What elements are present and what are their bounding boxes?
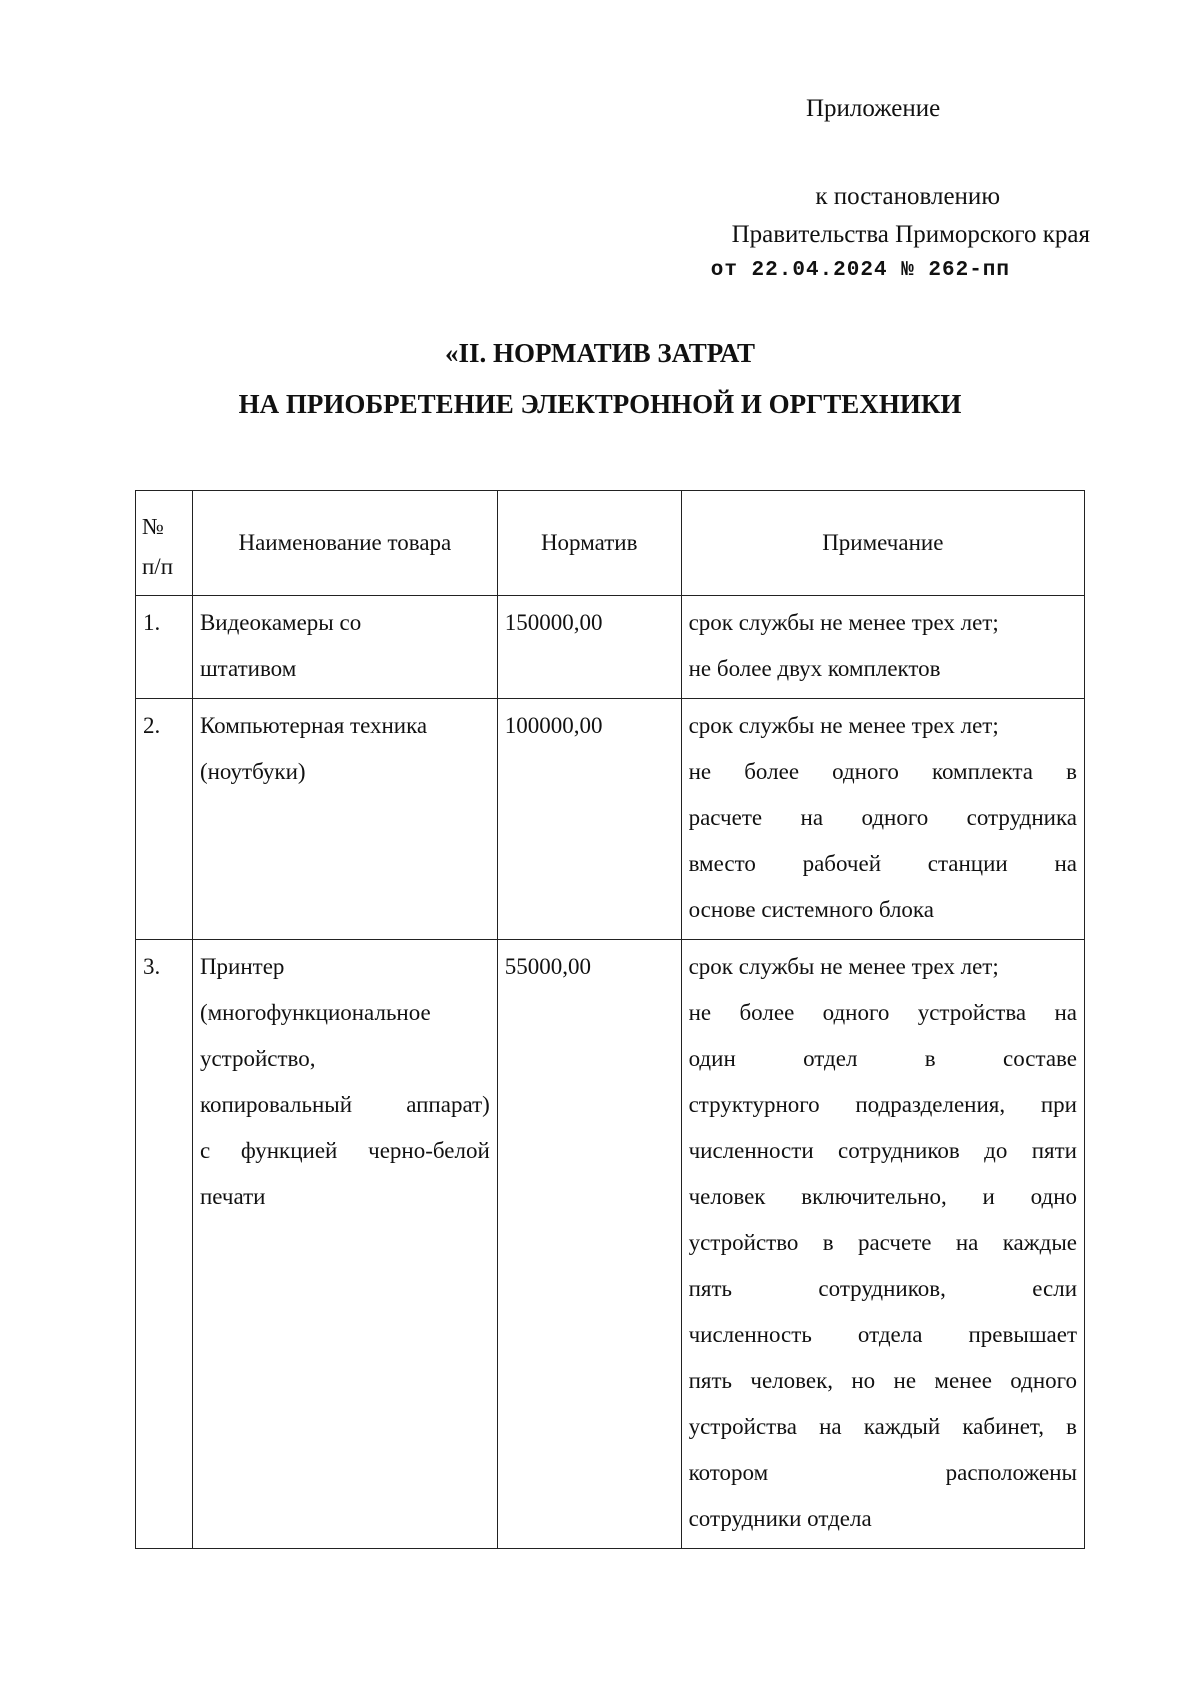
product-name bbox=[192, 940, 497, 1549]
column-header-name: Наименование товара bbox=[192, 491, 497, 596]
note-line: пять человек, но не менее одного bbox=[688, 1368, 1077, 1393]
note-line: не более одного устройства на bbox=[688, 1000, 1077, 1025]
note-line: человек включительно, и одно bbox=[688, 1184, 1077, 1209]
product-name-line: штативом bbox=[199, 656, 297, 681]
table-header-row bbox=[136, 491, 1085, 596]
row-number: 1. bbox=[136, 596, 193, 699]
column-header-number bbox=[136, 491, 193, 596]
note-line: устройство в расчете на каждые bbox=[688, 1230, 1077, 1255]
note-line: срок службы не менее трех лет; bbox=[688, 713, 999, 738]
norms-table bbox=[135, 490, 1085, 1549]
section-title-line-1: «II. НОРМАТИВ ЗАТРАТ bbox=[445, 338, 755, 368]
note-line: вместо рабочей станции на bbox=[688, 851, 1077, 876]
note-line: не более одного комплекта в bbox=[688, 759, 1077, 784]
note-line: численность отдела превышает bbox=[688, 1322, 1077, 1347]
note-line: расчете на одного сотрудника bbox=[688, 805, 1077, 830]
norm-value: 150000,00 bbox=[497, 596, 681, 699]
decree-date-number: от 22.04.2024 № 262-пп bbox=[710, 259, 1010, 282]
appendix-label: Приложение bbox=[806, 95, 941, 122]
product-name bbox=[192, 699, 497, 940]
table-row bbox=[136, 596, 1085, 699]
note-cell bbox=[681, 940, 1084, 1549]
row-number: 3. bbox=[136, 940, 193, 1549]
product-name-line: Компьютерная техника bbox=[199, 713, 428, 738]
product-name bbox=[192, 596, 497, 699]
note-cell bbox=[681, 699, 1084, 940]
note-line: структурного подразделения, при bbox=[688, 1092, 1077, 1117]
note-line: численности сотрудников до пяти bbox=[688, 1138, 1077, 1163]
decree-line-2: Правительства Приморского края bbox=[731, 221, 1090, 248]
decree-reference bbox=[711, 178, 1090, 290]
product-name-line: Принтер bbox=[199, 954, 285, 979]
table-row bbox=[136, 940, 1085, 1549]
table-row bbox=[136, 699, 1085, 940]
note-line: один отдел в составе bbox=[688, 1046, 1077, 1071]
product-name-line: устройство, bbox=[199, 1046, 316, 1071]
note-line: котором расположены bbox=[688, 1460, 1077, 1485]
product-name-line: (многофункциональное bbox=[199, 1000, 431, 1025]
product-name-line: (ноутбуки) bbox=[199, 759, 306, 784]
column-header-number-line1: № bbox=[142, 514, 164, 539]
column-header-note: Примечание bbox=[681, 491, 1084, 596]
note-cell bbox=[681, 596, 1084, 699]
section-title-line-2: НА ПРИОБРЕТЕНИЕ ЭЛЕКТРОННОЙ И ОРГТЕХНИКИ bbox=[238, 389, 962, 419]
note-line: пять сотрудников, если bbox=[688, 1276, 1077, 1301]
decree-line-1: к постановлению bbox=[815, 183, 1000, 210]
column-header-norm: Норматив bbox=[497, 491, 681, 596]
note-line: срок службы не менее трех лет; bbox=[688, 954, 999, 979]
product-name-line: Видеокамеры со bbox=[199, 610, 362, 635]
note-line: сотрудники отдела bbox=[688, 1506, 872, 1531]
note-line: срок службы не менее трех лет; bbox=[688, 610, 999, 635]
row-number: 2. bbox=[136, 699, 193, 940]
product-name-line: с функцией черно-белой bbox=[199, 1138, 490, 1163]
note-line: устройства на каждый кабинет, в bbox=[688, 1414, 1077, 1439]
norm-value: 100000,00 bbox=[497, 699, 681, 940]
product-name-line: копировальный аппарат) bbox=[199, 1092, 490, 1117]
column-header-number-line2: п/п bbox=[142, 554, 174, 579]
product-name-line: печати bbox=[199, 1184, 266, 1209]
norm-value: 55000,00 bbox=[497, 940, 681, 1549]
note-line: основе системного блока bbox=[688, 897, 934, 922]
note-line: не более двух комплектов bbox=[688, 656, 941, 681]
